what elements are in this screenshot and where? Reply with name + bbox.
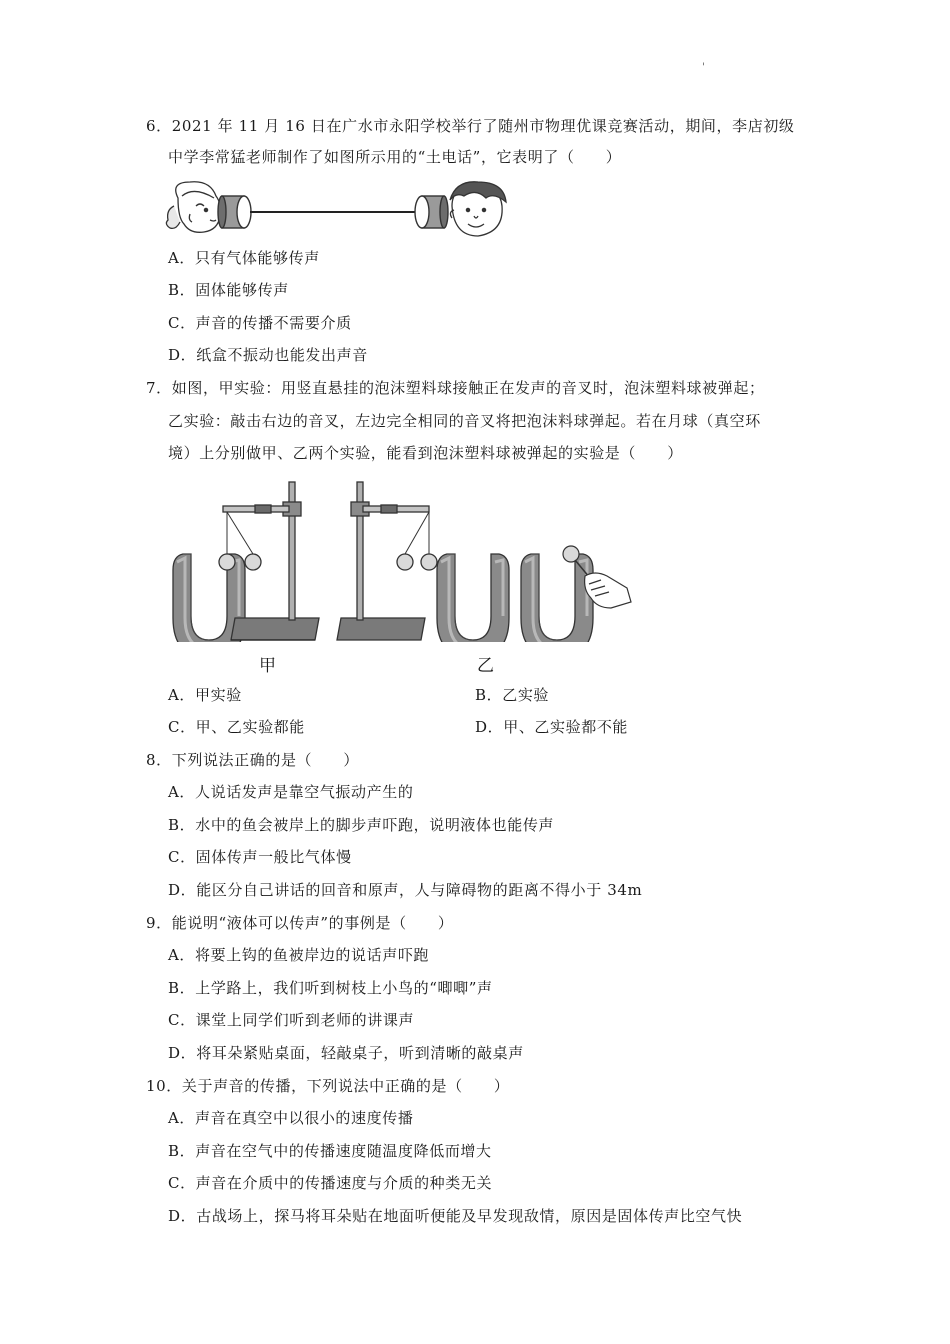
girl-figure	[166, 182, 220, 233]
option-d: D．将耳朵紧贴桌面，轻敲桌子，听到清晰的敲桌声	[168, 1044, 524, 1062]
question-stem: 境）上分别做甲、乙两个实验，能看到泡沫塑料球被弹起的实验是（ ）	[168, 444, 683, 462]
option-d: D．甲、乙实验都不能	[475, 718, 629, 736]
option-d: D．纸盒不振动也能发出声音	[168, 346, 368, 364]
left-cup	[218, 196, 251, 228]
question-stem: 7．如图，甲实验：用竖直悬挂的泡沫塑料球接触正在发声的音叉时，泡沫塑料球被弹起；	[146, 379, 765, 397]
label-jia: 甲	[259, 656, 276, 676]
question-stem: 6．2021 年 11 月 16 日在广水市永阳学校举行了随州市物理优课竞赛活动，期间，李店初级	[146, 117, 795, 135]
option-a: A．声音在真空中以很小的速度传播	[168, 1109, 414, 1127]
question-stem: 中学李常猛老师制作了如图所示用的“土电话”，它表明了（ ）	[168, 148, 622, 166]
tuning-fork-experiment-figure	[165, 476, 635, 642]
option-a: A．人说话发声是靠空气振动产生的	[168, 783, 414, 801]
string-telephone-figure	[160, 176, 520, 244]
right-cup	[415, 196, 448, 228]
header-mark: '	[702, 62, 705, 73]
option-c: C．课堂上同学们听到老师的讲课声	[168, 1011, 415, 1029]
label-yi: 乙	[477, 656, 494, 676]
question-stem: 乙实验：敲击右边的音叉，左边完全相同的音叉将把泡沫料球弹起。若在月球（真空环	[168, 412, 761, 430]
option-b: B．固体能够传声	[168, 281, 289, 299]
option-a: A．只有气体能够传声	[168, 249, 320, 267]
stand-right	[337, 482, 437, 640]
question-stem: 8．下列说法正确的是（ ）	[146, 751, 359, 769]
option-b: B．上学路上，我们听到树枝上小鸟的“唧唧”声	[168, 979, 493, 997]
option-a: A．甲实验	[168, 686, 242, 704]
option-d: D．能区分自己讲话的回音和原声，人与障碍物的距离不得小于 34m	[168, 881, 643, 899]
hammer-hand	[563, 546, 631, 608]
option-b: B．声音在空气中的传播速度随温度降低而增大	[168, 1142, 492, 1160]
option-c: C．声音在介质中的传播速度与介质的种类无关	[168, 1174, 493, 1192]
question-stem: 10．关于声音的传播，下列说法中正确的是（ ）	[146, 1077, 510, 1095]
option-c: C．固体传声一般比气体慢	[168, 848, 352, 866]
option-c: C．声音的传播不需要介质	[168, 314, 352, 332]
option-d: D．古战场上，探马将耳朵贴在地面听便能及早发现敌情，原因是固体传声比空气快	[168, 1207, 743, 1225]
option-c: C．甲、乙实验都能	[168, 718, 305, 736]
question-stem: 9．能说明“液体可以传声”的事例是（ ）	[146, 914, 454, 932]
option-a: A．将要上钩的鱼被岸边的说话声吓跑	[168, 946, 430, 964]
option-b: B．水中的鱼会被岸上的脚步声吓跑，说明液体也能传声	[168, 816, 555, 834]
option-b: B．乙实验	[475, 686, 550, 704]
boy-figure	[450, 182, 506, 236]
